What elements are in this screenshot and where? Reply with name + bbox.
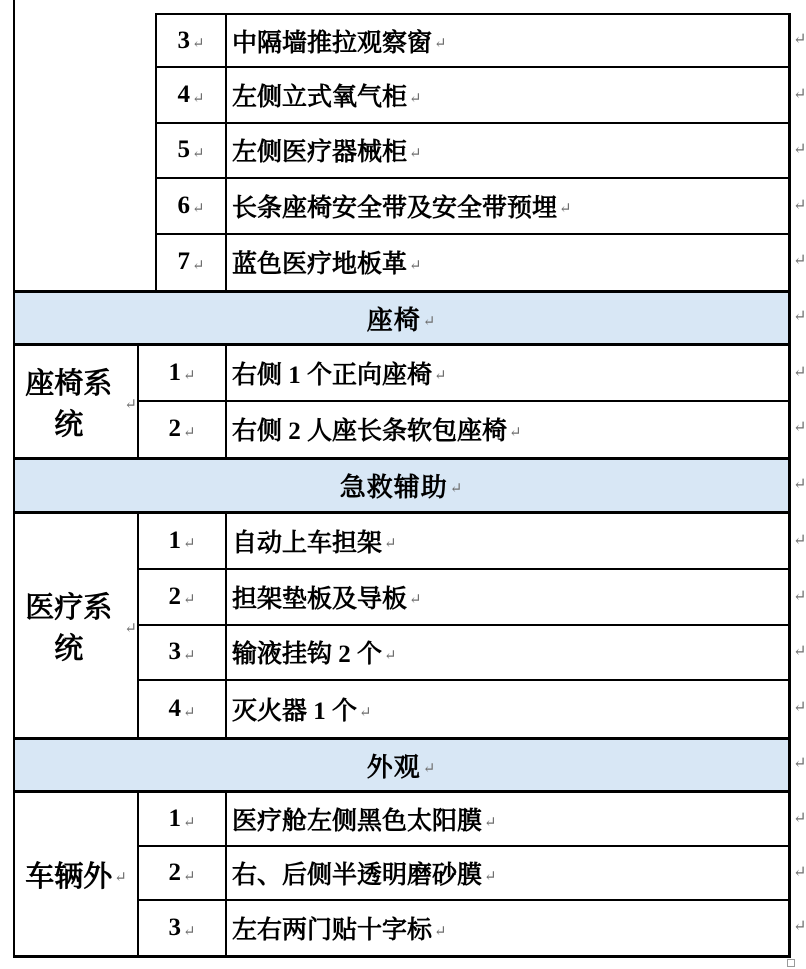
item-number-cell xyxy=(139,570,227,626)
paragraph-mark: ↵ xyxy=(191,90,205,107)
item-text: 右侧 1 个正向座椅 xyxy=(232,361,433,389)
item-number: 7 xyxy=(177,248,190,276)
item-number-cell xyxy=(157,13,227,68)
paragraph-mark: ↵ xyxy=(182,868,196,885)
table-section-continued xyxy=(15,13,791,290)
item-text: 自动上车担架 xyxy=(232,529,383,557)
paragraph-mark: ↵ xyxy=(484,868,497,885)
item-number: 4 xyxy=(168,695,181,723)
item-text: 灭火器 1 个 xyxy=(232,698,358,726)
end-of-row-mark: ↵ xyxy=(793,864,806,881)
item-number: 3 xyxy=(168,638,181,666)
item-number: 5 xyxy=(177,136,190,164)
end-of-row-mark: ↵ xyxy=(793,587,806,605)
item-text: 长条座椅安全带及安全带预埋 xyxy=(232,194,558,222)
end-of-row-mark: ↵ xyxy=(793,308,806,325)
item-number-cell xyxy=(157,124,227,179)
item-text: 左侧医疗器械柜 xyxy=(232,139,408,167)
end-of-row-mark: ↵ xyxy=(793,531,806,549)
table-section-座椅系统 xyxy=(15,346,791,457)
paragraph-mark: ↵ xyxy=(191,36,205,53)
paragraph-mark: ↵ xyxy=(124,397,137,413)
paragraph-mark: ↵ xyxy=(182,923,196,940)
item-text: 医疗舱左侧黑色太阳膜 xyxy=(232,808,483,835)
paragraph-mark: ↵ xyxy=(191,145,205,162)
item-text-cell xyxy=(227,179,788,234)
item-number: 2 xyxy=(168,415,181,443)
item-text-cell xyxy=(227,346,788,402)
item-text: 右侧 2 人座长条软包座椅 xyxy=(232,418,508,446)
end-of-row-mark: ↵ xyxy=(793,86,806,104)
item-number: 1 xyxy=(168,805,181,832)
rowgroup-label-cell xyxy=(15,793,139,955)
section-header-exterior xyxy=(15,737,791,793)
end-of-row-mark: ↵ xyxy=(793,918,806,935)
paragraph-mark: ↵ xyxy=(409,257,422,274)
paragraph-mark: ↵ xyxy=(182,592,196,609)
paragraph-mark: ↵ xyxy=(409,145,422,162)
paragraph-mark: ↵ xyxy=(359,704,372,721)
paragraph-mark: ↵ xyxy=(449,481,464,497)
item-text-cell xyxy=(227,793,788,847)
end-of-row-mark: ↵ xyxy=(793,755,806,772)
paragraph-mark: ↵ xyxy=(559,201,572,218)
item-text-cell xyxy=(227,235,788,290)
item-number-cell xyxy=(157,179,227,234)
section-header-label: 座椅 xyxy=(366,305,421,335)
item-number-cell xyxy=(139,346,227,402)
rowgroup-label-cell-empty xyxy=(15,13,157,290)
item-number-cell xyxy=(139,514,227,570)
item-text-cell xyxy=(227,847,788,901)
item-text: 右、后侧半透明磨砂膜 xyxy=(232,862,483,889)
paragraph-mark: ↵ xyxy=(409,592,422,609)
end-of-row-mark: ↵ xyxy=(793,252,806,270)
paragraph-mark: ↵ xyxy=(182,368,196,385)
item-number: 2 xyxy=(168,859,181,886)
paragraph-mark: ↵ xyxy=(182,536,196,553)
item-text-cell xyxy=(227,68,788,123)
item-number-cell xyxy=(139,901,227,955)
equipment-spec-table xyxy=(13,13,791,958)
item-text: 担架垫板及导板 xyxy=(232,585,408,613)
end-of-row-mark: ↵ xyxy=(793,810,806,827)
paragraph-mark: ↵ xyxy=(191,257,205,274)
rowgroup-label: 车辆外 xyxy=(25,860,113,893)
paragraph-mark: ↵ xyxy=(409,90,422,107)
end-of-row-mark: ↵ xyxy=(793,475,806,493)
section-header-label: 外观 xyxy=(366,752,421,782)
end-of-row-mark: ↵ xyxy=(793,363,806,381)
item-text-cell xyxy=(227,402,788,458)
paragraph-mark: ↵ xyxy=(182,647,196,664)
item-number-cell xyxy=(157,68,227,123)
item-number: 2 xyxy=(168,582,181,610)
item-number-cell xyxy=(139,793,227,847)
paragraph-mark: ↵ xyxy=(114,869,127,886)
item-text-cell xyxy=(227,124,788,179)
item-text-cell xyxy=(227,901,788,955)
end-of-row-mark: ↵ xyxy=(793,699,806,717)
paragraph-mark: ↵ xyxy=(182,814,196,831)
rowgroup-label-cell xyxy=(15,514,139,737)
item-number: 1 xyxy=(168,526,181,554)
end-of-row-mark: ↵ xyxy=(793,141,806,159)
paragraph-mark: ↵ xyxy=(434,368,447,385)
section-header-label: 急救辅助 xyxy=(339,473,448,502)
paragraph-mark: ↵ xyxy=(422,313,437,330)
rowgroup-label: 医疗系统 xyxy=(25,591,113,665)
section-header-seats xyxy=(15,290,791,346)
paragraph-mark: ↵ xyxy=(509,424,522,441)
item-number-cell xyxy=(139,847,227,901)
item-text: 蓝色医疗地板革 xyxy=(232,251,408,279)
paragraph-mark: ↵ xyxy=(484,814,497,831)
item-text: 左右两门贴十字标 xyxy=(232,917,433,944)
item-text-cell xyxy=(227,514,788,570)
item-number-cell xyxy=(139,402,227,458)
table-section-医疗系统 xyxy=(15,514,791,737)
end-of-row-mark: ↵ xyxy=(793,643,806,661)
item-number: 6 xyxy=(177,191,190,219)
item-text-cell xyxy=(227,626,788,682)
item-text-cell xyxy=(227,13,788,68)
paragraph-mark: ↵ xyxy=(422,760,437,777)
rowgroup-label-cell xyxy=(15,346,139,457)
table-section-车辆外 xyxy=(15,793,791,958)
end-of-row-mark: ↵ xyxy=(793,196,806,214)
item-text: 左侧立式氧气柜 xyxy=(232,84,408,112)
paragraph-mark: ↵ xyxy=(191,201,205,218)
paragraph-mark: ↵ xyxy=(384,647,397,664)
item-number: 4 xyxy=(177,81,190,109)
item-number-cell xyxy=(157,235,227,290)
paragraph-mark: ↵ xyxy=(182,424,196,441)
paragraph-mark: ↵ xyxy=(384,536,397,553)
paragraph-mark: ↵ xyxy=(434,36,447,53)
paragraph-mark: ↵ xyxy=(182,704,196,721)
end-of-table-marker xyxy=(787,959,795,967)
item-number: 1 xyxy=(168,358,181,386)
item-number-cell xyxy=(139,626,227,682)
section-header-first-aid-assist xyxy=(15,457,791,514)
rowgroup-label: 座椅系统 xyxy=(25,367,113,441)
end-of-row-mark: ↵ xyxy=(793,30,806,48)
end-of-row-mark: ↵ xyxy=(793,419,806,437)
item-text: 中隔墙推拉观察窗 xyxy=(232,29,433,57)
item-number: 3 xyxy=(168,914,181,941)
item-text: 输液挂钩 2 个 xyxy=(232,641,383,669)
item-text-cell xyxy=(227,570,788,626)
paragraph-mark: ↵ xyxy=(434,923,447,940)
item-text-cell xyxy=(227,681,788,737)
paragraph-mark: ↵ xyxy=(124,621,137,637)
item-number-cell xyxy=(139,681,227,737)
item-number: 3 xyxy=(177,26,190,54)
